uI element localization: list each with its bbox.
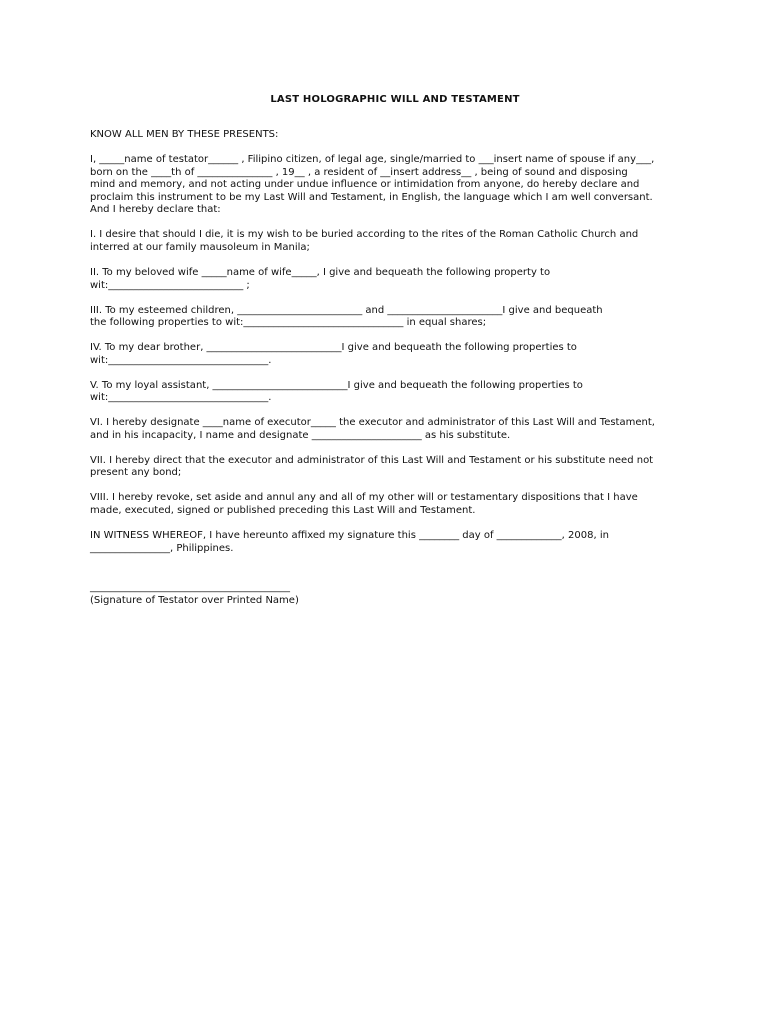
document-title: LAST HOLOGRAPHIC WILL AND TESTAMENT <box>270 94 520 105</box>
paragraph-assistant-bequest: V. To my loyal assistant, ___________________________I give and bequeath the following properties to wit:________________________________. <box>90 379 583 404</box>
paragraph-revocation: VIII. I hereby revoke, set aside and annul any and all of my other will or testamentary dispositions that I have made, executed, signed or published preceding this Last Will and Testament. <box>90 492 638 516</box>
paragraph-burial: I. I desire that should I die, it is my wish to be buried according to the rites of the Roman Catholic Church and interred at our family mausoleum in Manila; <box>90 229 639 253</box>
paragraph-bond: VII. I hereby direct that the executor and administrator of this Last Will and Testament or his substitute need not present any bond; <box>90 454 654 479</box>
signature-line: ________________________________________ <box>90 582 290 594</box>
paragraph-children-bequest: III. To my esteemed children, _________________________ and _______________________I give and bequeath the following properties to wit:________________________________ in equal shares; <box>90 304 603 329</box>
signature-caption: (Signature of Testator over Printed Name) <box>90 594 299 606</box>
paragraph-wife-bequest: II. To my beloved wife _____name of wife_____, I give and bequeath the following property to wit:___________________________ ; <box>90 266 551 291</box>
paragraph-executor: VI. I hereby designate ____name of executor_____ the executor and administrator of this Last Will and Testament, and in his incapacity, I name and designate ______________________ as his substitute. <box>90 417 655 441</box>
paragraph-declaration: I, _____name of testator______ , Filipino citizen, of legal age, single/married to ___insert name of spouse if any___, born on the ____th of _______________ , 19__ , a resident of __insert address__ , being of sound and disposing mind and memory, and not acting under undue influence or intimidation from anyone, do hereby declare and proclaim this instrument to be my Last Will and Testament, in English, the language which I am well conversant. And I hereby declare that: <box>90 153 655 216</box>
document-page <box>90 94 690 607</box>
paragraph-witness: IN WITNESS WHEREOF, I have hereunto affixed my signature this ________ day of _____________, 2008, in ________________, Philippines. <box>90 529 609 554</box>
salutation: KNOW ALL MEN BY THESE PRESENTS: <box>90 129 279 140</box>
paragraph-brother-bequest: IV. To my dear brother, ___________________________I give and bequeath the following properties to wit:________________________________. <box>90 342 577 366</box>
